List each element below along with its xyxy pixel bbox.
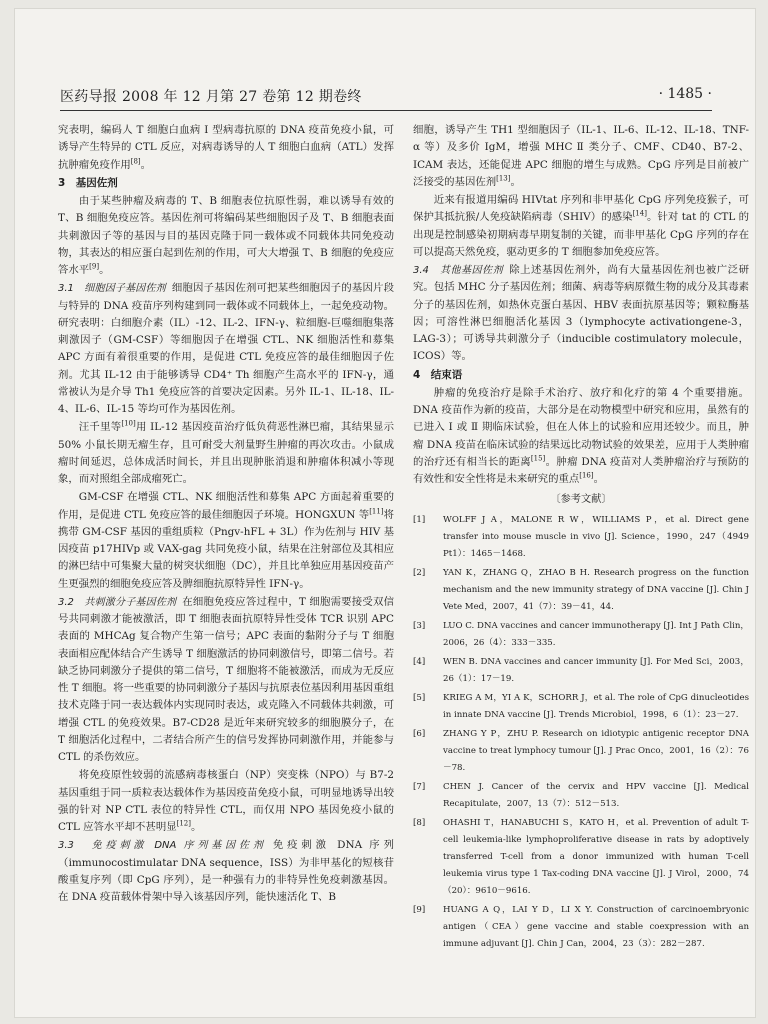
paragraph: 将免疫原性较弱的流感病毒核蛋白（NP）突变株（NPO）与 B7-2 基因重组于同一质粒表达载体作为基因疫苗免疫小鼠，可明显地诱导出较强的针对 NP CTL 表位的特异性 CTL，而仅用 NPO 基因免疫小鼠的 CTL 应答水平却不甚明显[12]。 [58,769,394,833]
section-heading: 3 基因佐剂 [58,176,118,189]
reference-item [413,618,749,652]
paragraph: 汪千里等[10]用 IL-12 基因疫苗治疗低负荷恶性淋巴瘤，其结果显示 50% 小鼠长期无瘤生存，且可耐受大剂量野生肿瘤的再次攻击。小鼠成瘤时间延迟，总体成活时间长，并且出现肿胀消退和肿瘤体积减小等现象，而对照组全部成瘤死亡。 [58,419,395,485]
paragraph: 近来有报道用编码 HIVtat 序列和非甲基化 CpG 序列免疫猴子，可保护其抵抗猴/人免疫缺陷病毒（SHIV）的感染[14]。针对 tat 的 CTL 的出现是控制感染初期病毒早期复制的关键，而非甲基化 CpG 序列的存在可以提高天然免疫，驱动更多的 T 细胞参加免疫应答。 [413,194,749,258]
reference-label: [5] [413,692,426,703]
paragraph: 3.4 其他基因佐剂 除上述基因佐剂外，尚有大量基因佐剂也被广泛研究。包括 MHC 分子基因佐剂；细菌、病毒等病原微生物的成分及其毒素分子的基因佐剂，如热休克蛋白基因、HBV 表面抗原基因等；颗粒酶基因；可溶性淋巴细胞活化基因 3（lymphocyte activationgene-3，LAG-3）；可诱导共刺激分子（inducible costimulatory molecule，ICOS）等。 [413,264,750,363]
citation[interactable]: [11] [369,507,384,516]
subsection-heading: 3.2 共刺激分子基因佐剂 [58,596,177,608]
paragraph: 3.2 共刺激分子基因佐剂 在细胞免疫应答过程中，T 细胞需要接受双信号共同刺激才能被激活，即 T 细胞表面抗原特异性受体 TCR 识别 APC 表面的 MHCAg 复合物产生第一信号；APC 表面的黏附分子与 T 细胞表面相应配体结合产生诱导 T 细胞激活的协同刺激信号，即第二信号。若缺乏协同刺激分子提供的第二信号，T 细胞将不能被激活，而成为无反应性 T 细胞。将一些重要的协同刺激分子基因与抗原表位基因利用基因重组技术克隆于同一表达载体内实现同时表达，或克隆入不同载体共刺激，可增强 CTL 的免疫效果。B7-CD28 是近年来研究较多的细胞膜分子，在 T 细胞活化过程中，二者结合所产生的信号发挥协同刺激作用，并能参与 CTL 的杀伤效应。 [58,595,394,763]
citation[interactable]: [16] [579,471,594,480]
reference-label: [2] [413,567,426,578]
citation[interactable]: [9] [89,262,100,271]
reference-item [413,779,749,813]
paragraph: 3.1 细胞因子基因佐剂 细胞因子基因佐剂可把某些细胞因子的基因片段与特异的 DNA 疫苗序列构建到同一载体或不同载体上，一起免疫动物。研究表明：白细胞介素（IL）-12、IL-2、IFN-γ、粒细胞-巨噬细胞集落刺激因子（GM-CSF）等细胞因子在增强 CTL、NK 细胞活性和募集 APC 方面有着很重要的作用，是促进 CTL 免疫应答的最佳细胞因子佐剂。尤其 IL-12 由于能够诱导 CD4⁺ Th 细胞产生高水平的 IFN-γ，通常被认为是介导 Th1 免疫应答的首要决定因素。另外 IL-1、IL-18、IL-4、IL-6、IL-15 等均可作为基因佐剂。 [58,282,395,415]
reference-item [413,512,749,563]
reference-label: [9] [413,904,426,915]
reference-label: [1] [413,514,426,525]
citation[interactable]: [12] [176,819,191,828]
page-header [60,82,712,111]
reference-text: WOLFF J A，MALONE R W，WILLIAMS P，et al. Direct gene transfer into mouse muscle in vivo [J]. Science，1990，247（4949 Pt1）：1465－1468. [443,514,749,559]
reference-item [413,815,749,900]
reference-text: KRIEG A M，YI A K，SCHORR J，et al. The role of CpG dinucleotides in innate DNA vaccine [J]. Trends Microbiol，1998，6（1）：23－27. [443,692,749,720]
reference-text: YAN K，ZHANG Q，ZHAO B H. Research progress on the function mechanism and the new immunity strategy of DNA vaccine [J]. Chin J Vete Med，2007，41（7）：39－41，44. [443,567,749,612]
reference-text: ZHANG Y P，ZHU P. Research on idiotypic antigenic receptor DNA vaccine to treat lymphocy tumour [J]. J Prac Onco，2001，16（2）：76－78. [443,728,749,773]
page-number: · 1485 · [658,86,712,102]
reference-label: [7] [413,781,426,792]
citation[interactable]: [10] [121,419,136,428]
citation[interactable]: [14] [632,209,647,218]
paragraph: 肿瘤的免疫治疗是除手术治疗、放疗和化疗的第 4 个重要措施。DNA 疫苗作为新的疫苗，大部分是在动物模型中研究和应用，虽然有的已进入 Ⅰ 或 Ⅱ 期临床试验，但在人体上的试验和应用还较少。而且，肿瘤 DNA 疫苗在临床试验的结果远比动物试验的效果差，应用于人类肿瘤的治疗还有相当长的距离[15]。肿瘤 DNA 疫苗对人类肿瘤治疗与预防的有效性和安全性将是未来研究的重点[16]。 [413,386,750,485]
paragraph: 究表明，编码人 T 细胞白血病 Ⅰ 型病毒抗原的 DNA 疫苗免疫小鼠，可诱导产生特异的 CTL 反应，对病毒诱导的人 T 细胞白血病（ATL）发挥抗肿瘤免疫作用[8]。 [58,124,394,171]
reference-item [413,690,749,724]
reference-text: OHASHI T，HANABUCHI S，KATO H，et al. Prevention of adult T-cell leukemia-like lymphoproliferative disease in rats by adoptively transferred T-cell from a donor immunized with human T-cell leukemia virus type 1 Tax-coding DNA vaccine [J]. J Virol，2000，74（20）：9610－9616. [443,817,749,896]
subsection-heading: 3.3 免疫刺激 DNA 序列基因佐剂 [58,840,267,852]
reference-text: WEN B. DNA vaccines and cancer immunity [J]. For Med Sci，2003，26（1）：17－19. [443,656,749,684]
reference-label: [4] [413,656,426,667]
paragraph: GM-CSF 在增强 CTL、NK 细胞活性和募集 APC 方面起着重要的作用，是促进 CTL 免疫应答的最佳细胞因子环境。HONGXUN 等[11]将携带 GM-CSF 基因的重组质粒（Pngv-hFL + 3L）作为佐剂与 HIV 基因疫苗 p17HIVp 或 VAX-gag 共同免疫小鼠，结果在注射部位及其相应的淋巴结中可集聚大量的树突状细胞（DC），并且比单独应用基因疫苗产生更强烈的细胞免疫应答及脾细胞抗原特异性 IFN-γ。 [58,491,395,590]
reference-text: CHEN J. Cancer of the cervix and HPV vaccine [J]. Medical Recapitulate，2007，13（7）：512－513. [443,781,749,809]
section-heading: 4 结束语 [413,368,463,381]
right-column [413,122,749,955]
reference-text: HUANG A Q，LAI Y D，LI X Y. Construction of carcinoembryonic antigen（CEA）gene vaccine and stable coexpression with an immune adjuvant [J]. Chin J Can，2004，23（3）：282－287. [443,904,749,949]
citation[interactable]: [13] [496,174,511,183]
reference-label: [3] [413,620,426,631]
citation[interactable]: [8] [130,157,141,166]
left-column [58,122,394,907]
reference-label: [6] [413,728,426,739]
reference-label: [8] [413,817,426,828]
subsection-heading: 3.4 其他基因佐剂 [413,265,504,276]
references-title: 〔参考文献〕 [550,494,612,506]
reference-text: LUO C. DNA vaccines and cancer immunotherapy [J]. Int J Path Clin，2006，26（4）：333－335. [443,620,749,648]
paragraph: 由于某些肿瘤及病毒的 T、B 细胞表位抗原性弱，难以诱导有效的 T、B 细胞免疫应答。基因佐剂可将编码某些细胞因子及 T、B 细胞表面共刺激因子等的基因与目的基因克隆于同一载体或不同载体共同免疫动物，其表达的相应蛋白起到佐剂的作用，可大大增强 T、B 细胞的免疫应答水平[9]。 [58,195,394,276]
journal-running-title: 医药导报 2008 年 12 月第 27 卷第 12 期卷终 [60,89,362,105]
journal-page [14,8,756,1018]
reference-item [413,654,749,688]
citation[interactable]: [15] [530,454,546,463]
subsection-heading: 3.1 细胞因子基因佐剂 [58,283,166,295]
reference-item [413,726,749,777]
paragraph: 3.3 免疫刺激 DNA 序列基因佐剂 免疫刺激 DNA 序列（immunocostimulatar DNA sequence，ISS）为非甲基化的短核苷酸重复序列（即 CpG 序列），是一种强有力的非特异性免疫刺激基因。在 DNA 疫苗载体骨架中导入该基因序列，能快速活化 T、B [58,839,394,903]
reference-item [413,902,749,953]
reference-item [413,565,749,616]
paragraph: 细胞，诱导产生 TH1 型细胞因子（IL-1、IL-6、IL-12、IL-18、TNF-α 等）及多价 IgM，增强 MHC Ⅱ 类分子、CMF、CD40、B7-2、ICAM 表达，还能促进 APC 细胞的增生与成熟。CpG 序列是目前被广泛接受的基因佐剂[13]。 [413,124,749,188]
